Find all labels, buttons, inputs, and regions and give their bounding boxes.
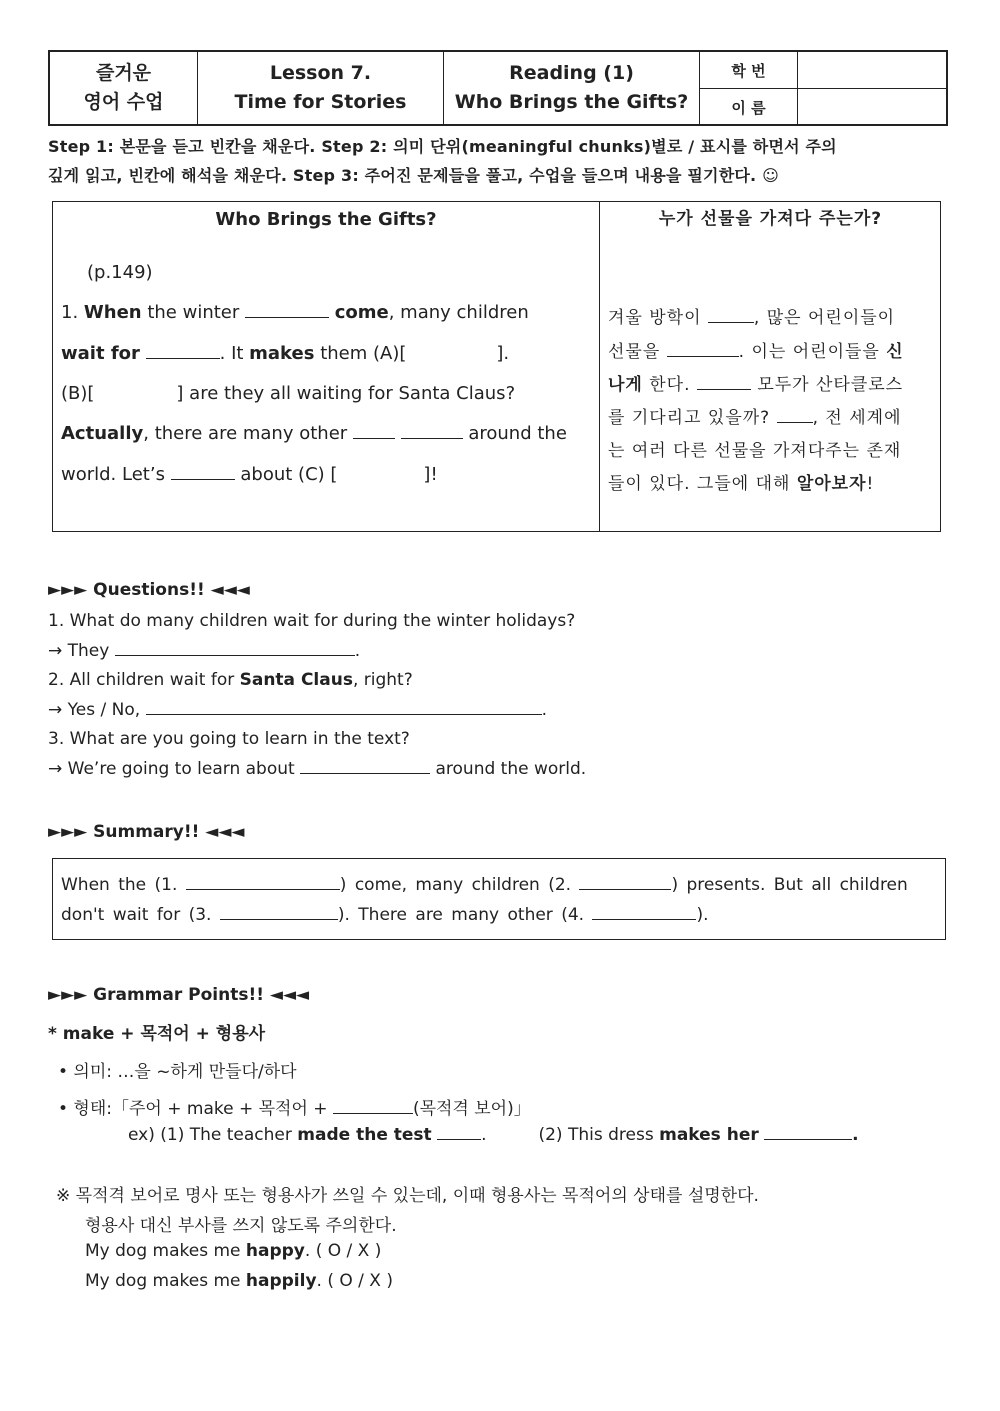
- answer-3: → We’re going to learn about around the world.: [48, 759, 587, 779]
- page-reference: (p.149): [87, 262, 153, 283]
- student-no-label: 학 번: [700, 52, 798, 89]
- ko-blank-4[interactable]: [777, 407, 813, 423]
- korean-title: 누가 선물을 가져다 주는가?: [658, 209, 883, 229]
- answer-2-blank[interactable]: [146, 699, 542, 715]
- korean-line-2: 선물을 . 이는 어린이들을 신: [608, 342, 904, 362]
- blank-4[interactable]: [401, 423, 463, 439]
- step-instructions: [48, 132, 953, 190]
- ko-blank-1[interactable]: [708, 307, 754, 323]
- summary-line-2: don't wait for (3. ). There are many other (4. ).: [61, 905, 709, 925]
- grammar-form-blank[interactable]: [333, 1098, 413, 1114]
- english-line-4: Actually, there are many other around the: [61, 423, 567, 444]
- ko-blank-3[interactable]: [697, 374, 751, 390]
- answer-1: → They .: [48, 641, 361, 661]
- grammar-rule: * make + 목적어 + 형용사: [48, 1024, 266, 1044]
- grammar-examples: ex) (1) The teacher made the test . (2) This dress makes her .: [128, 1125, 859, 1145]
- reading-divider: [599, 202, 600, 531]
- grammar-sentence-2: My dog makes me happily. ( O / X ): [85, 1271, 393, 1291]
- english-line-2: wait for . It makes them (A)[ ].: [61, 343, 510, 364]
- english-line-5: world. Let’s about (C) [ ]!: [61, 464, 438, 485]
- header-class-line2: 영어 수업: [83, 91, 164, 113]
- name-label: 이 름: [700, 89, 798, 125]
- english-title: Who Brings the Gifts?: [215, 209, 437, 230]
- grammar-sentence-1: My dog makes me happy. ( O / X ): [85, 1241, 382, 1261]
- korean-line-6: 들이 있다. 그들에 대해 알아보자!: [608, 474, 875, 494]
- step-instructions-line2: 깊게 읽고, 빈칸에 해석을 채운다. Step 3: 주어진 문제들을 풀고, 수업을 들으며 내용을 필기한다. ☺: [48, 166, 779, 185]
- english-line-1: 1. When the winter come, many children: [61, 302, 529, 323]
- summary-box: [52, 858, 946, 940]
- summary-heading: ►►► Summary!! ◄◄◄: [48, 822, 245, 842]
- example-2-blank[interactable]: [764, 1124, 852, 1140]
- summary-blank-1[interactable]: [186, 874, 340, 890]
- grammar-form: • 형태:「주어 + make + 목적어 + (목적격 보어)」: [58, 1099, 531, 1119]
- summary-line-1: When the (1. ) come, many children (2. ) presents. But all children: [61, 875, 908, 895]
- header-lesson-line2: Time for Stories: [234, 91, 407, 113]
- answer-2: → Yes / No, .: [48, 700, 547, 720]
- answer-1-blank[interactable]: [115, 640, 355, 656]
- answer-3-blank[interactable]: [300, 758, 430, 774]
- english-line-3: (B)[ ] are they all waiting for Santa Claus?: [61, 383, 516, 404]
- grammar-meaning: • 의미: …을 ~하게 만들다/하다: [58, 1062, 297, 1082]
- question-1: 1. What do many children wait for during the winter holidays?: [48, 611, 576, 631]
- blank-1[interactable]: [245, 302, 329, 318]
- summary-blank-4[interactable]: [592, 904, 696, 920]
- korean-line-3: 나게 한다. 모두가 산타클로스: [608, 375, 904, 395]
- header-reading-line1: Reading (1): [509, 62, 634, 84]
- questions-heading: ►►► Questions!! ◄◄◄: [48, 580, 250, 600]
- korean-line-4: 를 기다리고 있을까? , 전 세계에: [608, 408, 902, 428]
- grammar-heading: ►►► Grammar Points!! ◄◄◄: [48, 985, 310, 1005]
- blank-2[interactable]: [146, 343, 220, 359]
- korean-line-5: 는 여러 다른 선물을 가져다주는 존재: [608, 441, 902, 461]
- header-reading-line2: Who Brings the Gifts?: [454, 91, 689, 113]
- header-table: [48, 50, 948, 126]
- grammar-note-2: 형용사 대신 부사를 쓰지 않도록 주의한다.: [85, 1216, 397, 1236]
- student-no-field[interactable]: [798, 52, 946, 89]
- korean-line-1: 겨울 방학이 , 많은 어린이들이: [608, 308, 896, 328]
- summary-blank-3[interactable]: [220, 904, 338, 920]
- summary-blank-2[interactable]: [579, 874, 671, 890]
- header-lesson-line1: Lesson 7.: [269, 62, 372, 84]
- question-2: 2. All children wait for Santa Claus, right?: [48, 670, 413, 690]
- question-3: 3. What are you going to learn in the text?: [48, 729, 410, 749]
- blank-3[interactable]: [353, 423, 395, 439]
- header-reading-cell: [444, 52, 700, 124]
- header-class-line1: 즐거운: [95, 62, 152, 84]
- name-field[interactable]: [798, 89, 946, 125]
- header-class-cell: [50, 52, 198, 124]
- example-1-blank[interactable]: [437, 1124, 481, 1140]
- blank-5[interactable]: [171, 464, 235, 480]
- step-instructions-line1: Step 1: 본문을 듣고 빈칸을 채운다. Step 2: 의미 단위(meaningful chunks)별로 / 표시를 하면서 주의: [48, 137, 837, 156]
- grammar-note-1: ※ 목적격 보어로 명사 또는 형용사가 쓰일 수 있는데, 이때 형용사는 목적어의 상태를 설명한다.: [56, 1186, 759, 1206]
- reading-box: [52, 201, 941, 532]
- header-lesson-cell: [198, 52, 444, 124]
- ko-blank-2[interactable]: [667, 341, 739, 357]
